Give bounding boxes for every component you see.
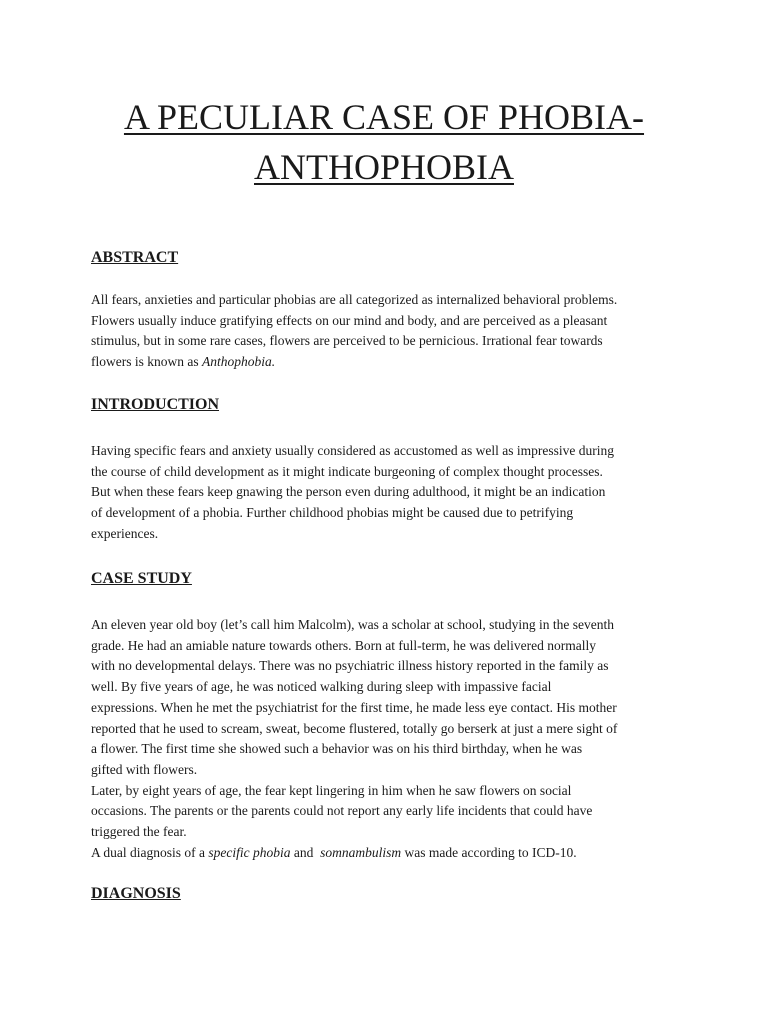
diagnosis-statement [91, 843, 691, 864]
abstract-line: stimulus, but in some rare cases, flowers are perceived to be pernicious. Irrational fear towards [91, 333, 603, 349]
title-line-2: ANTHOPHOBIA [254, 147, 514, 187]
case-study-line: gifted with flowers. [91, 761, 198, 777]
case-study-line: triggered the fear. [91, 824, 187, 840]
case-study-line: An eleven year old boy (let’s call him Malcolm), was a scholar at school, studying in the seventh [91, 617, 614, 632]
case-study-line: grade. He had an amiable nature towards others. Born at full-term, he was delivered normally [91, 637, 596, 653]
introduction-line: the course of child development as it might indicate burgeoning of complex thought processes. [91, 463, 603, 479]
diagnosis-heading: DIAGNOSIS [91, 885, 181, 902]
abstract-heading: ABSTRACT [91, 249, 179, 266]
title-line-1: A PECULIAR CASE OF PHOBIA- [123, 97, 645, 137]
diag-prefix: A dual diagnosis of a [91, 844, 209, 860]
case-study-paragraph [91, 615, 691, 863]
case-study-heading: CASE STUDY [91, 570, 192, 587]
case-study-line: expressions. When he met the psychiatrist for the first time, he made less eye contact. His mother [91, 699, 617, 715]
introduction-line: of development of a phobia. Further childhood phobias might be caused due to petrifying [91, 505, 574, 521]
abstract-line: All fears, anxieties and particular phobias are all categorized as internalized behavioral problems. [91, 292, 618, 307]
introduction-line: But when these fears keep gnawing the person even during adulthood, it might be an indication [91, 484, 606, 500]
somnambulism-term: somnambulism [320, 844, 402, 860]
case-study-line: Later, by eight years of age, the fear kept lingering in him when he saw flowers on social [91, 782, 572, 798]
case-study-line: occasions. The parents or the parents could not report any early life incidents that could have [91, 803, 593, 819]
specific-phobia-term: specific phobia [208, 844, 291, 860]
case-study-line: reported that he used to scream, sweat, become flustered, totally go berserk at just a mere sight of [91, 720, 618, 736]
introduction-line: Having specific fears and anxiety usually considered as accustomed as well as impressive during [91, 443, 614, 458]
introduction-heading: INTRODUCTION [91, 396, 220, 413]
abstract-line-last [91, 352, 691, 373]
introduction-paragraph [91, 441, 691, 545]
case-study-line: with no developmental delays. There was no psychiatric illness history reported in the family as [91, 658, 609, 674]
introduction-line: experiences. [91, 525, 159, 541]
abstract-paragraph [91, 290, 691, 373]
abstract-line: Flowers usually induce gratifying effects on our mind and body, and are perceived as a pleasant [91, 312, 608, 328]
document-title [60, 92, 708, 192]
diag-mid: and [290, 844, 321, 860]
case-study-line: a flower. The first time she showed such a behavior was on his third birthday, when he was [91, 741, 583, 757]
case-study-line: well. By five years of age, he was noticed walking during sleep with impassive facial [91, 679, 552, 695]
diag-suffix: was made according to ICD-10. [401, 844, 577, 860]
anthophobia-term: Anthophobia. [202, 354, 276, 370]
abstract-last-prefix: flowers is known as [91, 354, 202, 370]
